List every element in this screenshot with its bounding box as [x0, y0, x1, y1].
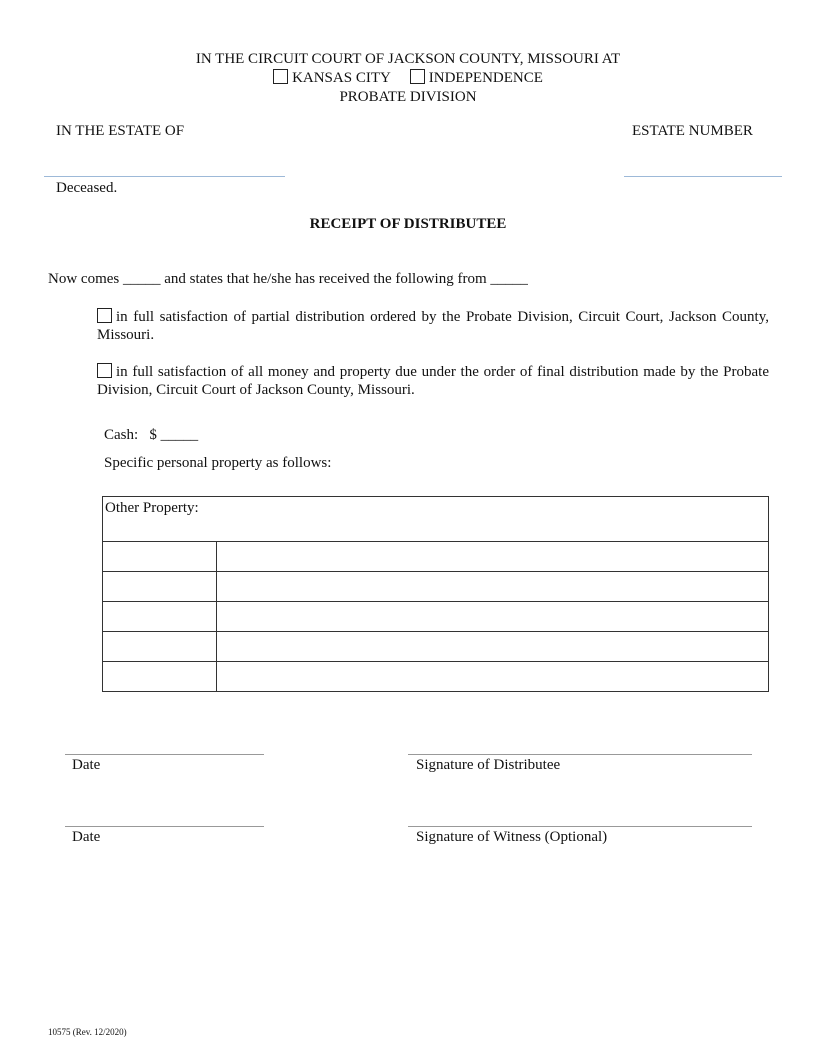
- property-desc-cell[interactable]: [217, 572, 769, 602]
- distributee-signature-label: Signature of Distributee: [416, 757, 561, 773]
- independence-label: INDEPENDENCE: [428, 70, 543, 86]
- witness-signature-line[interactable]: [408, 826, 752, 827]
- property-qty-cell[interactable]: [103, 632, 217, 662]
- property-table: [102, 496, 769, 692]
- property-qty-cell[interactable]: [103, 542, 217, 572]
- date-line-1[interactable]: [65, 754, 264, 755]
- other-property-header: Other Property:: [103, 497, 769, 542]
- court-header-line1: IN THE CIRCUIT COURT OF JACKSON COUNTY, MISSOURI AT: [195, 51, 621, 67]
- property-qty-cell[interactable]: [103, 572, 217, 602]
- property-qty-cell[interactable]: [103, 662, 217, 692]
- court-location-options: [0, 69, 816, 88]
- property-desc-cell[interactable]: [217, 602, 769, 632]
- table-row: [103, 602, 769, 632]
- property-desc-cell[interactable]: [217, 662, 769, 692]
- date-line-2[interactable]: [65, 826, 264, 827]
- property-desc-cell[interactable]: [217, 632, 769, 662]
- partial-distribution-option: [97, 308, 769, 344]
- date-label-2: Date: [72, 829, 101, 845]
- partial-distribution-text: in full satisfaction of partial distribution ordered by the Probate Division, Circuit Court, Jackson County, Missouri.: [97, 309, 769, 343]
- independence-checkbox[interactable]: [410, 69, 425, 84]
- table-row: [103, 662, 769, 692]
- document-title: RECEIPT OF DISTRIBUTEE: [309, 216, 507, 232]
- estate-number-label: ESTATE NUMBER: [632, 123, 753, 139]
- table-row: [103, 572, 769, 602]
- witness-signature-label: Signature of Witness (Optional): [416, 829, 608, 845]
- final-distribution-option: [97, 363, 769, 399]
- court-header: [0, 50, 816, 107]
- distributee-signature-line[interactable]: [408, 754, 752, 755]
- final-distribution-text: in full satisfaction of all money and property due under the order of final distribution made by the Probate Division, Circuit Court of Jackson County, Missouri.: [97, 364, 769, 398]
- final-distribution-checkbox[interactable]: [97, 363, 112, 378]
- probate-division-heading: PROBATE DIVISION: [339, 89, 477, 105]
- estate-name-field[interactable]: [44, 176, 285, 177]
- property-qty-cell[interactable]: [103, 602, 217, 632]
- property-desc-cell[interactable]: [217, 542, 769, 572]
- intro-statement: Now comes _____ and states that he/she has received the following from _____: [48, 271, 528, 287]
- kansas-city-checkbox[interactable]: [273, 69, 288, 84]
- table-row: [103, 632, 769, 662]
- form-number-footer: 10575 (Rev. 12/2020): [48, 1027, 127, 1037]
- cash-line: Cash: $ _____: [104, 427, 199, 443]
- estate-number-field[interactable]: [624, 176, 782, 177]
- deceased-label: Deceased.: [56, 180, 118, 196]
- property-table-header-row: [103, 497, 769, 542]
- estate-of-label: IN THE ESTATE OF: [56, 123, 185, 139]
- table-row: [103, 542, 769, 572]
- specific-property-label: Specific personal property as follows:: [104, 455, 332, 471]
- date-label-1: Date: [72, 757, 101, 773]
- partial-distribution-checkbox[interactable]: [97, 308, 112, 323]
- kansas-city-label: KANSAS CITY: [292, 70, 391, 86]
